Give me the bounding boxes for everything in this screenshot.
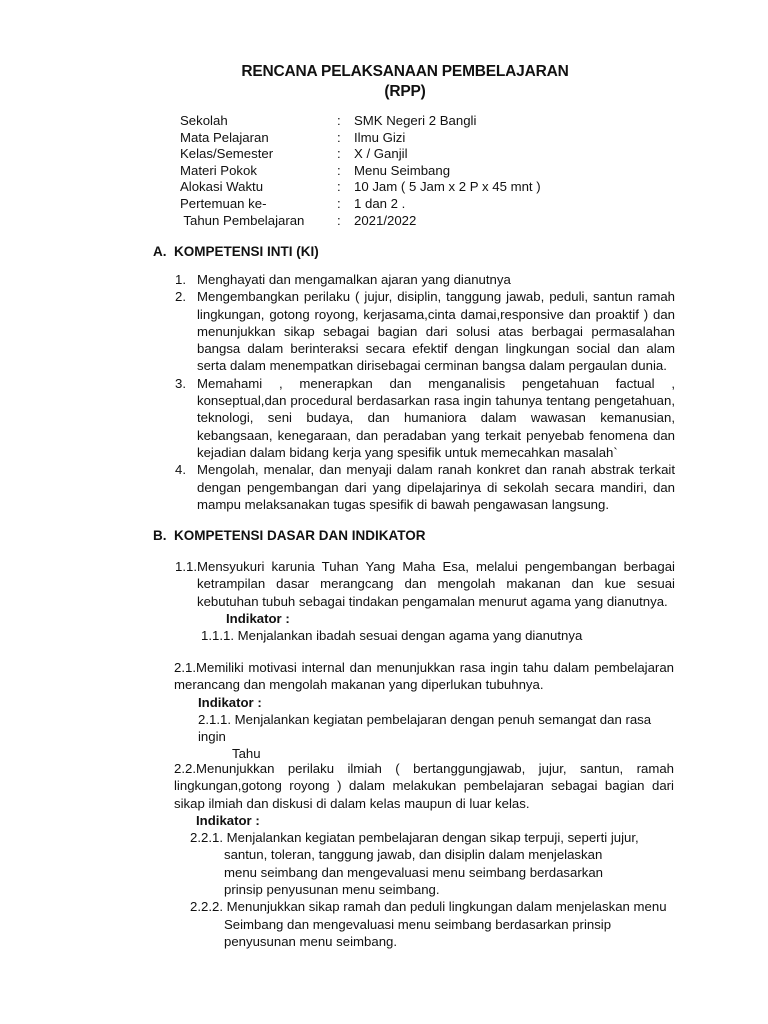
indikator-number: 2.1.1. xyxy=(198,711,231,727)
identity-colon: : xyxy=(337,162,341,178)
list-number: 2. xyxy=(175,289,186,305)
identity-value: 10 Jam ( 5 Jam x 2 P x 45 mnt ) xyxy=(354,179,541,195)
list-item xyxy=(175,288,675,374)
identity-value: SMK Negeri 2 Bangli xyxy=(354,113,477,128)
identity-label: Materi Pokok xyxy=(180,162,257,178)
indikator-item xyxy=(174,898,674,915)
identity-colon: : xyxy=(337,179,341,195)
kd-block xyxy=(175,558,675,644)
kd-text: Mensyukuri karunia Tuhan Yang Maha Esa, melalui pengembangan berbagai ketrampilan dasar merangcang dan mengolah makanan dan kue sesuai kebutuhan tubuh sebagai tindakan pengamalan menurut agama yang dianutnya. xyxy=(197,559,675,609)
list-text: Menghayati dan mengamalkan ajaran yang dianutnya xyxy=(197,272,511,287)
list-item xyxy=(175,271,675,288)
identity-colon: : xyxy=(337,129,341,145)
indikator-number: 2.2.2. xyxy=(190,899,223,915)
identity-label: Pertemuan ke- xyxy=(180,195,267,211)
indikator-text: Menjalankan kegiatan pembelajaran dengan penuh semangat dan rasa ingin xyxy=(198,711,652,745)
indikator-item xyxy=(174,711,674,746)
section-title: KOMPETENSI INTI (KI) xyxy=(174,244,319,259)
indikator-text: Menjalankan ibadah sesuai dengan agama yang dianutnya xyxy=(237,628,583,644)
document-subtitle: (RPP) xyxy=(384,83,426,100)
identity-label: Kelas/Semester xyxy=(180,146,274,162)
identity-label: Sekolah xyxy=(180,113,228,128)
kd-number: 2.1. xyxy=(174,660,196,675)
identity-value: Menu Seimbang xyxy=(354,162,451,178)
kd-statement xyxy=(175,558,675,610)
indikator-continuation: Seimbang dan mengevaluasi menu seimbang berdasarkan prinsip penyusunan menu seimbang. xyxy=(224,916,612,949)
identity-colon: : xyxy=(337,212,341,228)
indikator-label: Indikator : xyxy=(196,812,260,828)
section-title: KOMPETENSI DASAR DAN INDIKATOR xyxy=(174,528,426,543)
kd-number: 1.1. xyxy=(175,559,197,574)
indikator-item xyxy=(175,627,675,644)
indikator-text: Menjalankan kegiatan pembelajaran dengan sikap terpuji, seperti jujur, xyxy=(226,830,639,846)
identity-value: 1 dan 2 . xyxy=(354,195,406,211)
list-number: 1. xyxy=(175,272,186,287)
indikator-label: Indikator : xyxy=(198,694,262,710)
indikator-number: 2.2.1. xyxy=(190,830,223,846)
identity-value: 2021/2022 xyxy=(354,212,417,228)
indikator-text: Menunjukkan sikap ramah dan peduli lingkungan dalam menjelaskan menu xyxy=(226,899,667,915)
kd-text: Memiliki motivasi internal dan menunjukkan rasa ingin tahu dalam pembelajaran merancang dan mengolah makanan yang diperlukan tubuhnya. xyxy=(174,660,674,693)
list-number: 4. xyxy=(175,462,186,478)
kd-statement xyxy=(174,760,674,812)
list-number: 3. xyxy=(175,375,186,391)
kd-text: Menunjukkan perilaku ilmiah ( bertanggungjawab, jujur, santun, ramah lingkungan,gotong royong ) dalam melakukan pembelajaran sebagai bagian dari sikap ilmiah dan diskusi di dalam kelas maupun di luar kelas. xyxy=(174,761,674,811)
indikator-continuation: Tahu xyxy=(232,746,261,762)
section-letter: A. xyxy=(153,244,167,259)
identity-value: Ilmu Gizi xyxy=(354,129,406,145)
identity-label: Alokasi Waktu xyxy=(180,179,264,195)
kd-statement xyxy=(174,659,674,694)
indikator-label: Indikator : xyxy=(226,610,290,626)
identity-colon: : xyxy=(337,113,341,128)
list-item xyxy=(175,461,675,513)
kd-block xyxy=(174,659,674,763)
list-text: Mengembangkan perilaku ( jujur, disiplin, tanggung jawab, peduli, santun ramah lingkungan, gotong royong, kerjasama,cinta damai,responsive dan proaktif ) dan menunjukkan sikap sebagai bagian dari solusi atas berbagai permasalahan bangsa dalam berinteraksi secara efektif dengan lingkungan social dan alam serta dalam menempatkan dirisebagai cerminan bangsa dalam pergaulan dunia. xyxy=(197,289,675,374)
identity-value: X / Ganjil xyxy=(354,146,408,162)
list-text: Memahami , menerapkan dan menganalisis pengetahuan factual , konseptual,dan procedural berdasarkan rasa ingin tahunya tentang pengetahuan, teknologi, seni budaya, dan humaniora dalam wawasan kemanusian, kebangsaan, kenegaraan, dan peradaban yang terkait penyebab fenomena dan kejadian dalam bidang kerja yang spesifik untuk memecahkan masalah` xyxy=(197,375,675,460)
kd-block xyxy=(174,760,674,950)
identity-colon: : xyxy=(337,195,341,211)
list-item xyxy=(175,375,675,461)
identity-label: Tahun Pembelajaran xyxy=(180,212,305,228)
list-text: Mengolah, menalar, dan menyaji dalam ranah konkret dan ranah abstrak terkait dengan pengembangan dari yang dipelajarinya di sekolah secara mandiri, dan mampu melaksanakan tugas spesifik di bawah pengawasan langsung. xyxy=(197,462,675,512)
indikator-continuation: santun, toleran, tanggung jawab, dan disiplin dalam menjelaskan menu seimbang dan mengevaluasi menu seimbang berdasarkan prinsip penyusunan menu seimbang. xyxy=(224,847,604,898)
identity-label: Mata Pelajaran xyxy=(180,129,269,145)
ki-list xyxy=(175,271,675,513)
indikator-item xyxy=(174,829,674,846)
document-title: RENCANA PELAKSANAAN PEMBELAJARAN xyxy=(241,63,569,80)
kd-number: 2.2. xyxy=(174,761,196,776)
identity-colon: : xyxy=(337,146,341,162)
indikator-number: 1.1.1. xyxy=(201,628,234,644)
section-letter: B. xyxy=(153,528,167,543)
